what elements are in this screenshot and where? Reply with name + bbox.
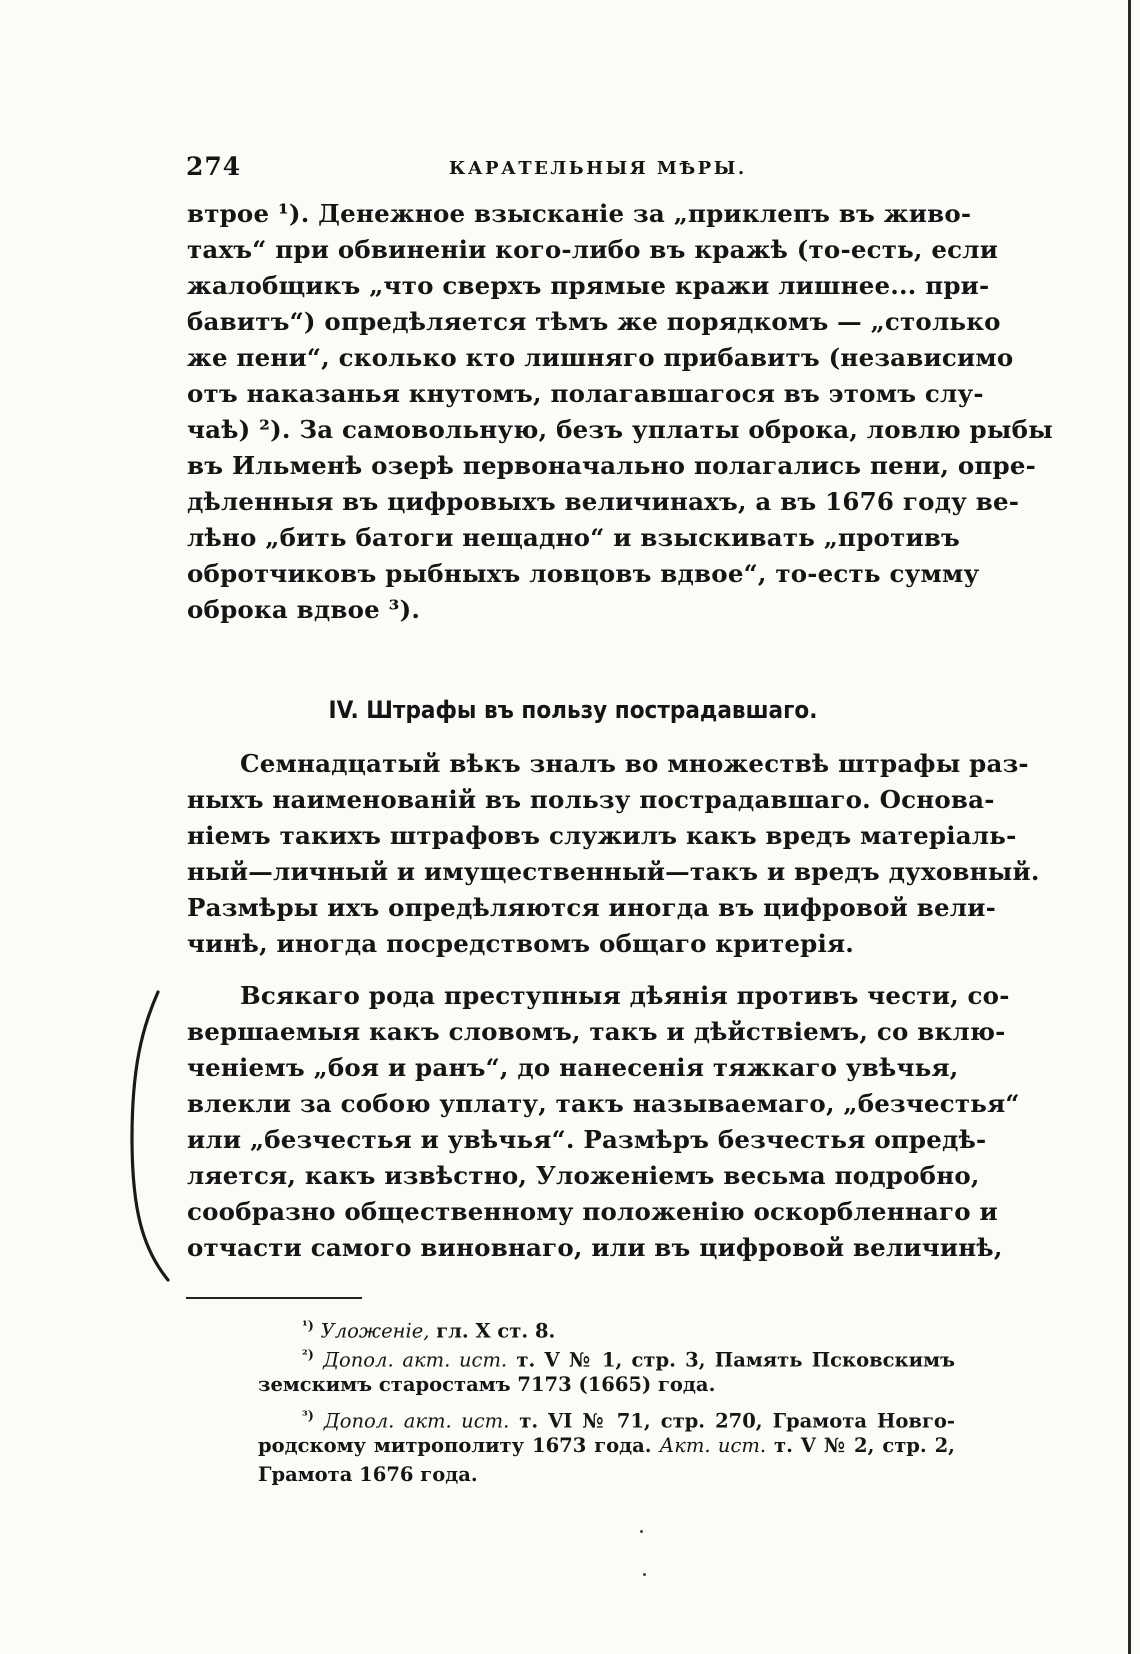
- text-line: Семнадцатый вѣкъ зналъ во множествѣ штрафы раз-: [240, 749, 1029, 778]
- text-line: обротчиковъ рыбныхъ ловцовъ вдвое“, то-есть сумму: [187, 559, 980, 588]
- text-line: вершаемыя какъ словомъ, такъ и дѣйствіемъ, со вклю-: [187, 1017, 1006, 1046]
- text-line: ляется, какъ извѣстно, Уложеніемъ весьма подробно,: [187, 1161, 980, 1190]
- footnote-mark: ²): [302, 1348, 314, 1363]
- footnote-mark: ³): [302, 1409, 314, 1424]
- footnote-3: [302, 1402, 955, 1431]
- footnote-3-cont: Грамота 1676 года.: [258, 1463, 478, 1486]
- text-line: Всякаго рода преступныя дѣянія противъ чести, со-: [240, 981, 1010, 1010]
- text-line: отчасти самого виновнаго, или въ цифровой величинѣ,: [187, 1233, 1003, 1262]
- page-header: [186, 152, 960, 188]
- footnote-2: [302, 1341, 955, 1370]
- text-line: чинѣ, иногда посредствомъ общаго критерія.: [187, 929, 855, 958]
- scan-speck: [643, 1573, 646, 1576]
- text-line: ный—личный и имущественный—такъ и вредъ духовный.: [187, 857, 1040, 886]
- text-line: влекли за собою уплату, такъ называемаго, „безчестья“: [187, 1089, 1020, 1118]
- footnote-2-cont: земскимъ старостамъ 7173 (1665) года.: [258, 1373, 716, 1396]
- text-line: тахъ“ при обвиненіи кого-либо въ кражѣ (то-есть, если: [187, 235, 999, 264]
- text-line: лѣно „бить батоги нещадно“ и взыскивать „противъ: [187, 523, 961, 552]
- text-line: или „безчестья и увѣчья“. Размѣръ безчестья опредѣ-: [187, 1125, 987, 1154]
- footnote-source: Допол. акт. ист.: [323, 1409, 510, 1433]
- footnote-text: родскому митрополиту 1673 года.: [258, 1434, 660, 1457]
- footnote-3-cont: [258, 1431, 955, 1460]
- text-line: ныхъ наименованій въ пользу пострадавшаго. Основа-: [187, 785, 995, 814]
- footnote-text: гл. X ст. 8.: [429, 1319, 556, 1343]
- section-heading: IV. Штрафы въ пользу пострадавшаго.: [328, 696, 818, 724]
- page-number: 274: [186, 152, 242, 181]
- footnote-source: Уложеніе,: [320, 1319, 430, 1343]
- footnote-text: т. V № 1, стр. 3, Память Псковскимъ: [507, 1348, 955, 1372]
- text-line: жалобщикъ „что сверхъ прямые кражи лишнее... при-: [187, 271, 990, 300]
- text-line: чаѣ) ²). За самовольную, безъ уплаты оброка, ловлю рыбы: [187, 415, 1053, 444]
- margin-bracket-annotation: [112, 988, 172, 1288]
- text-line: Размѣры ихъ опредѣляются иногда въ цифровой вели-: [187, 893, 997, 922]
- running-title: КАРАТЕЛЬНЫЯ МѢРЫ.: [449, 158, 747, 179]
- text-line: отъ наказанья кнутомъ, полагавшагося въ этомъ слу-: [187, 379, 984, 408]
- text-line: дѣленныя въ цифровыхъ величинахъ, а въ 1676 году ве-: [187, 487, 1020, 516]
- text-line: втрое ¹). Денежное взысканіе за „приклепъ въ живо-: [187, 199, 972, 228]
- footnote-text: т. V № 2, стр. 2,: [766, 1434, 955, 1457]
- footnote-source: Допол. акт. ист.: [323, 1348, 508, 1372]
- scan-edge-shadow: [1128, 0, 1131, 1654]
- text-line: оброка вдвое ³).: [187, 595, 421, 624]
- footnote-text: т. VI № 71, стр. 270, Грамота Новго-: [509, 1409, 955, 1433]
- text-line: сообразно общественному положенію оскорбленнаго и: [187, 1197, 998, 1226]
- text-line: же пени“, сколько кто лишняго прибавитъ (независимо: [187, 343, 1014, 372]
- scan-speck: [640, 1530, 643, 1533]
- footnote-mark: ¹): [302, 1319, 314, 1334]
- footnote-1: [302, 1312, 955, 1341]
- text-line: въ Ильменѣ озерѣ первоначально полагались пени, опре-: [187, 451, 1037, 480]
- text-line: ченіемъ „боя и ранъ“, до нанесенія тяжкаго увѣчья,: [187, 1053, 959, 1082]
- footnote-source: Акт. ист.: [659, 1434, 767, 1457]
- text-line: бавитъ“) опредѣляется тѣмъ же порядкомъ — „столько: [187, 307, 1001, 336]
- text-line: ніемъ такихъ штрафовъ служилъ какъ вредъ матеріаль-: [187, 821, 1017, 850]
- footnote-rule: [186, 1297, 362, 1299]
